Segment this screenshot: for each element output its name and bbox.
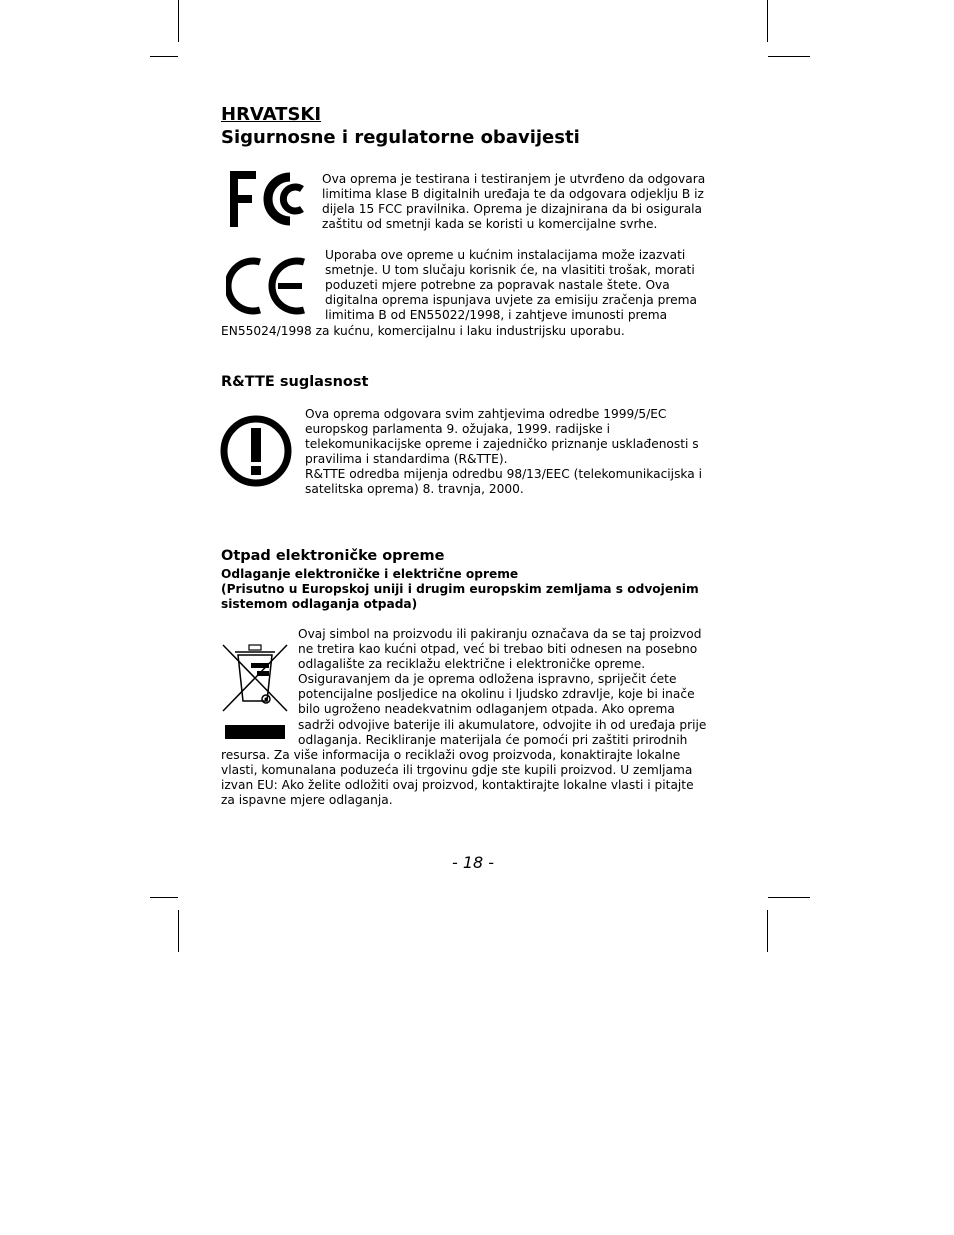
weee-subheading-line: (Prisutno u Europskoj uniji i drugim europskim zemljama s odvojenim bbox=[221, 582, 699, 596]
rtte-line: pravilima i standardima (R&TTE). bbox=[305, 452, 508, 467]
weee-line: Ovaj simbol na proizvodu ili pakiranju označava da se taj proizvod bbox=[298, 627, 702, 641]
weee-line: ne tretira kao kućni otpad, već bi trebao biti odnesen na posebno bbox=[298, 642, 698, 657]
weee-line: odlagalište za reciklažu električne i elektroničke opreme. bbox=[298, 657, 646, 672]
rtte-statement bbox=[305, 407, 702, 498]
crop-mark-bottom-left-vertical bbox=[178, 910, 179, 952]
crop-mark-top-right-vertical bbox=[767, 0, 768, 42]
weee-subheading-line: Odlaganje elektroničke i električne opreme bbox=[221, 567, 519, 581]
fcc-line: zaštitu od smetnji kada se koristi u komercijalne svrhe. bbox=[322, 217, 658, 232]
ce-statement-last-line bbox=[221, 324, 625, 339]
weee-heading: Otpad elektroničke opreme bbox=[221, 548, 445, 564]
weee-statement bbox=[298, 627, 706, 748]
weee-line: resursa. Za više informacija o reciklaži ovog proizvoda, konaktirajte lokalne bbox=[221, 748, 681, 762]
weee-statement-continued bbox=[221, 748, 694, 808]
crop-mark-bottom-right-horizontal bbox=[768, 897, 810, 898]
page-number: - 18 - bbox=[451, 853, 495, 872]
weee-line: potencijalne posljedice na okolinu i ljudsko zdravlje, koje bi inače bbox=[298, 687, 695, 702]
crossed-out-wheelie-bin-icon bbox=[221, 641, 289, 741]
language-heading: HRVATSKI bbox=[221, 104, 322, 125]
weee-line: izvan EU: Ako želite odložiti ovaj proizvod, kontaktirajte lokalne vlasti i pitajte bbox=[221, 778, 694, 793]
ce-line: smetnje. U tom slučaju korisnik će, na vlasititi trošak, morati bbox=[325, 263, 695, 278]
fcc-statement bbox=[322, 172, 705, 232]
ce-statement bbox=[325, 248, 697, 323]
ce-line: limitima B od EN55022/1998, i zahtjeve imunosti prema bbox=[325, 308, 668, 323]
fcc-line: dijela 15 FCC pravilnika. Oprema je dizajnirana da bi osigurala bbox=[322, 202, 703, 217]
fcc-line: limitima klase B digitalnih uređaja te da odgovara odjeklju B iz bbox=[322, 187, 704, 202]
rtte-line: satelitska oprema) 8. travnja, 2000. bbox=[305, 482, 524, 497]
fcc-logo-icon bbox=[226, 169, 314, 229]
exclamation-circle-icon bbox=[219, 414, 293, 488]
rtte-line: Ova oprema odgovara svim zahtjevima odredbe 1999/5/EC bbox=[305, 407, 667, 421]
ce-line: poduzeti mjere potrebne za popravak nastale štete. Ova bbox=[325, 278, 670, 293]
ce-mark-icon bbox=[226, 256, 310, 316]
crop-mark-top-right-horizontal bbox=[768, 56, 810, 57]
weee-subheading bbox=[221, 567, 699, 612]
weee-line: bilo ugroženo neadekvatnim odlaganjem otpada. Ako oprema bbox=[298, 702, 675, 717]
rtte-line: telekomunikacijske opreme i zajedničko priznanje usklađenosti s bbox=[305, 437, 699, 452]
crop-mark-top-left-vertical bbox=[178, 0, 179, 42]
weee-line: sadrži odvojive baterije ili akumulatore, odvojite ih od uređaja prije bbox=[298, 717, 707, 732]
page-title: Sigurnosne i regulatorne obavijesti bbox=[221, 127, 580, 148]
weee-line: odlaganja. Recikliranje materijala će pomoći pri zaštiti prirodnih bbox=[298, 732, 688, 747]
crop-mark-bottom-left-horizontal bbox=[150, 897, 178, 898]
weee-line: vlasti, komunalana poduzeća ili trgovinu gdje ste kupili proizvod. U zemljama bbox=[221, 763, 693, 778]
ce-line: EN55024/1998 za kućnu, komercijalnu i laku industrijsku uporabu. bbox=[221, 324, 625, 338]
rtte-line: europskog parlamenta 9. ožujaka, 1999. radijske i bbox=[305, 422, 610, 437]
rtte-heading: R&TTE suglasnost bbox=[221, 374, 369, 390]
ce-line: Uporaba ove opreme u kućnim instalacijama može izazvati bbox=[325, 248, 686, 262]
weee-line: Osiguravanjem da je oprema odložena ispravno, spriječit ćete bbox=[298, 672, 677, 687]
crop-mark-top-left-horizontal bbox=[150, 56, 178, 57]
weee-subheading-line: sistemom odlaganja otpada) bbox=[221, 597, 418, 611]
ce-line: digitalna oprema ispunjava uvjete za emisiju zračenja prema bbox=[325, 293, 697, 308]
crop-mark-bottom-right-vertical bbox=[767, 910, 768, 952]
fcc-line: Ova oprema je testirana i testiranjem je utvrđeno da odgovara bbox=[322, 172, 706, 186]
rtte-line: R&TTE odredba mijenja odredbu 98/13/EEC (telekomunikacijska i bbox=[305, 467, 702, 482]
weee-line: za ispavne mjere odlaganja. bbox=[221, 793, 393, 808]
